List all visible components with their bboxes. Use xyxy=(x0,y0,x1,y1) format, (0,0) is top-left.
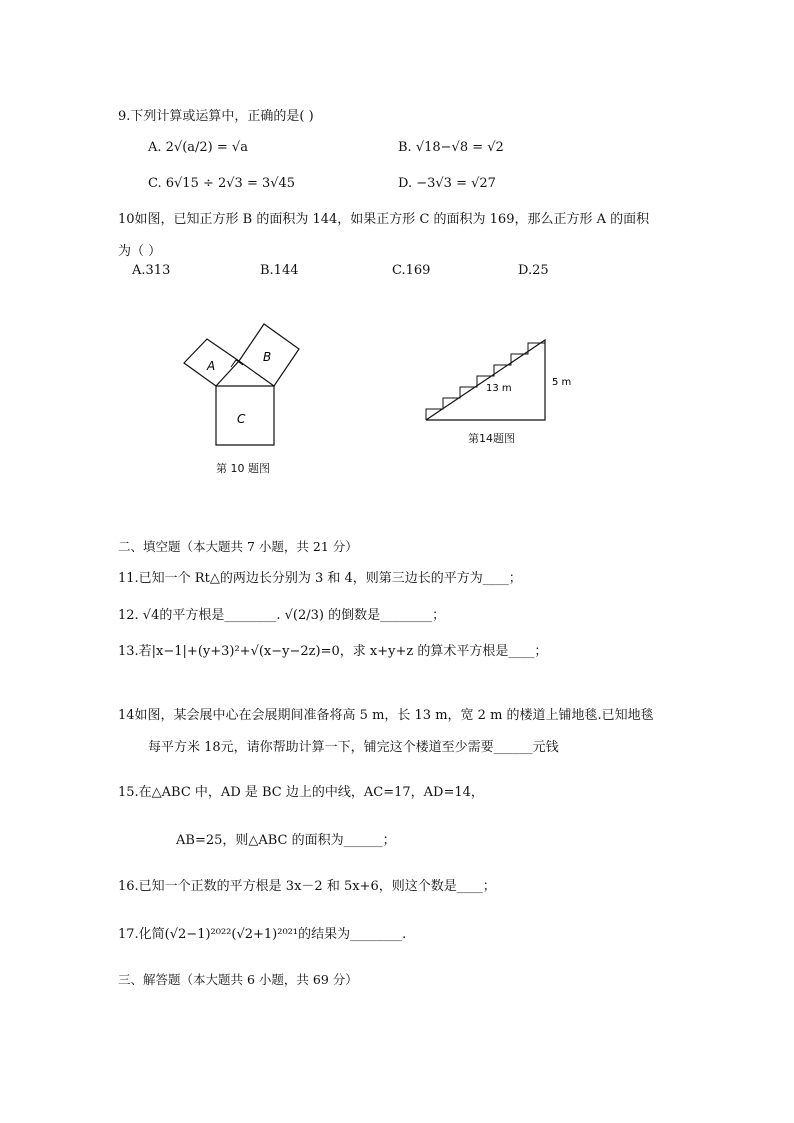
q14-line-1: 14如图，某会展中心在会展期间准备将高 5 m，长 13 m，宽 2 m 的楼道上铺地毯.已知地毯 xyxy=(118,708,654,723)
height-label: 5 m xyxy=(552,377,572,388)
label-b: B xyxy=(263,350,272,364)
q9-stem: 9.下列计算或运算中，正确的是( ) xyxy=(118,109,314,124)
q14-line-2: 每平方米 18元，请你帮助计算一下，铺完这个楼道至少需要______元钱 xyxy=(148,740,559,755)
q9-option-c: C. 6√15 ÷ 2√3 = 3√45 xyxy=(148,176,296,191)
figure-10-squares xyxy=(175,315,315,450)
section-2-heading: 二、填空题（本大题共 7 小题，共 21 分） xyxy=(118,539,358,554)
q9-option-d: D. −3√3 = √27 xyxy=(398,176,496,191)
q10-stem: 10如图，已知正方形 B 的面积为 144，如果正方形 C 的面积为 169，那么正方形 A 的面积 xyxy=(118,212,650,227)
figure-14-caption: 第14题图 xyxy=(468,432,515,445)
q17: 17.化简(√2−1)²⁰²²(√2+1)²⁰²¹的结果为________. xyxy=(118,927,407,942)
label-a: A xyxy=(207,359,216,373)
q10-stem-2: 为（ ） xyxy=(118,244,162,259)
q13: 13.若|x−1|+(y+3)²+√(x−y−2z)=0，求 x+y+z 的算术平方根是____； xyxy=(118,644,548,659)
q11: 11.已知一个 Rt△的两边长分别为 3 和 4，则第三边长的平方为____； xyxy=(118,571,522,586)
figure-14-staircase xyxy=(420,335,580,425)
q10-option-b: B.144 xyxy=(260,263,299,278)
q16: 16.已知一个正数的平方根是 3x－2 和 5x+6，则这个数是____； xyxy=(118,879,496,894)
q10-option-c: C.169 xyxy=(392,263,431,278)
hypotenuse-label: 13 m xyxy=(486,383,512,394)
q12: 12. √4的平方根是________. √(2/3) 的倒数是________； xyxy=(118,608,446,623)
q9-option-b: B. √18−√8 = √2 xyxy=(398,140,504,155)
q15-line-1: 15.在△ABC 中，AD 是 BC 边上的中线，AC=17，AD=14， xyxy=(118,785,484,800)
q9-option-a: A. 2√(a/2) = √a xyxy=(148,140,248,155)
section-3-heading: 三、解答题（本大题共 6 小题，共 69 分） xyxy=(118,972,358,987)
triangle xyxy=(426,340,545,420)
q10-option-d: D.25 xyxy=(518,263,549,278)
q10-option-a: A.313 xyxy=(132,263,171,278)
label-c: C xyxy=(237,412,246,426)
figure-10-caption: 第 10 题图 xyxy=(216,462,270,475)
q15-line-2: AB=25，则△ABC 的面积为______； xyxy=(176,833,396,848)
